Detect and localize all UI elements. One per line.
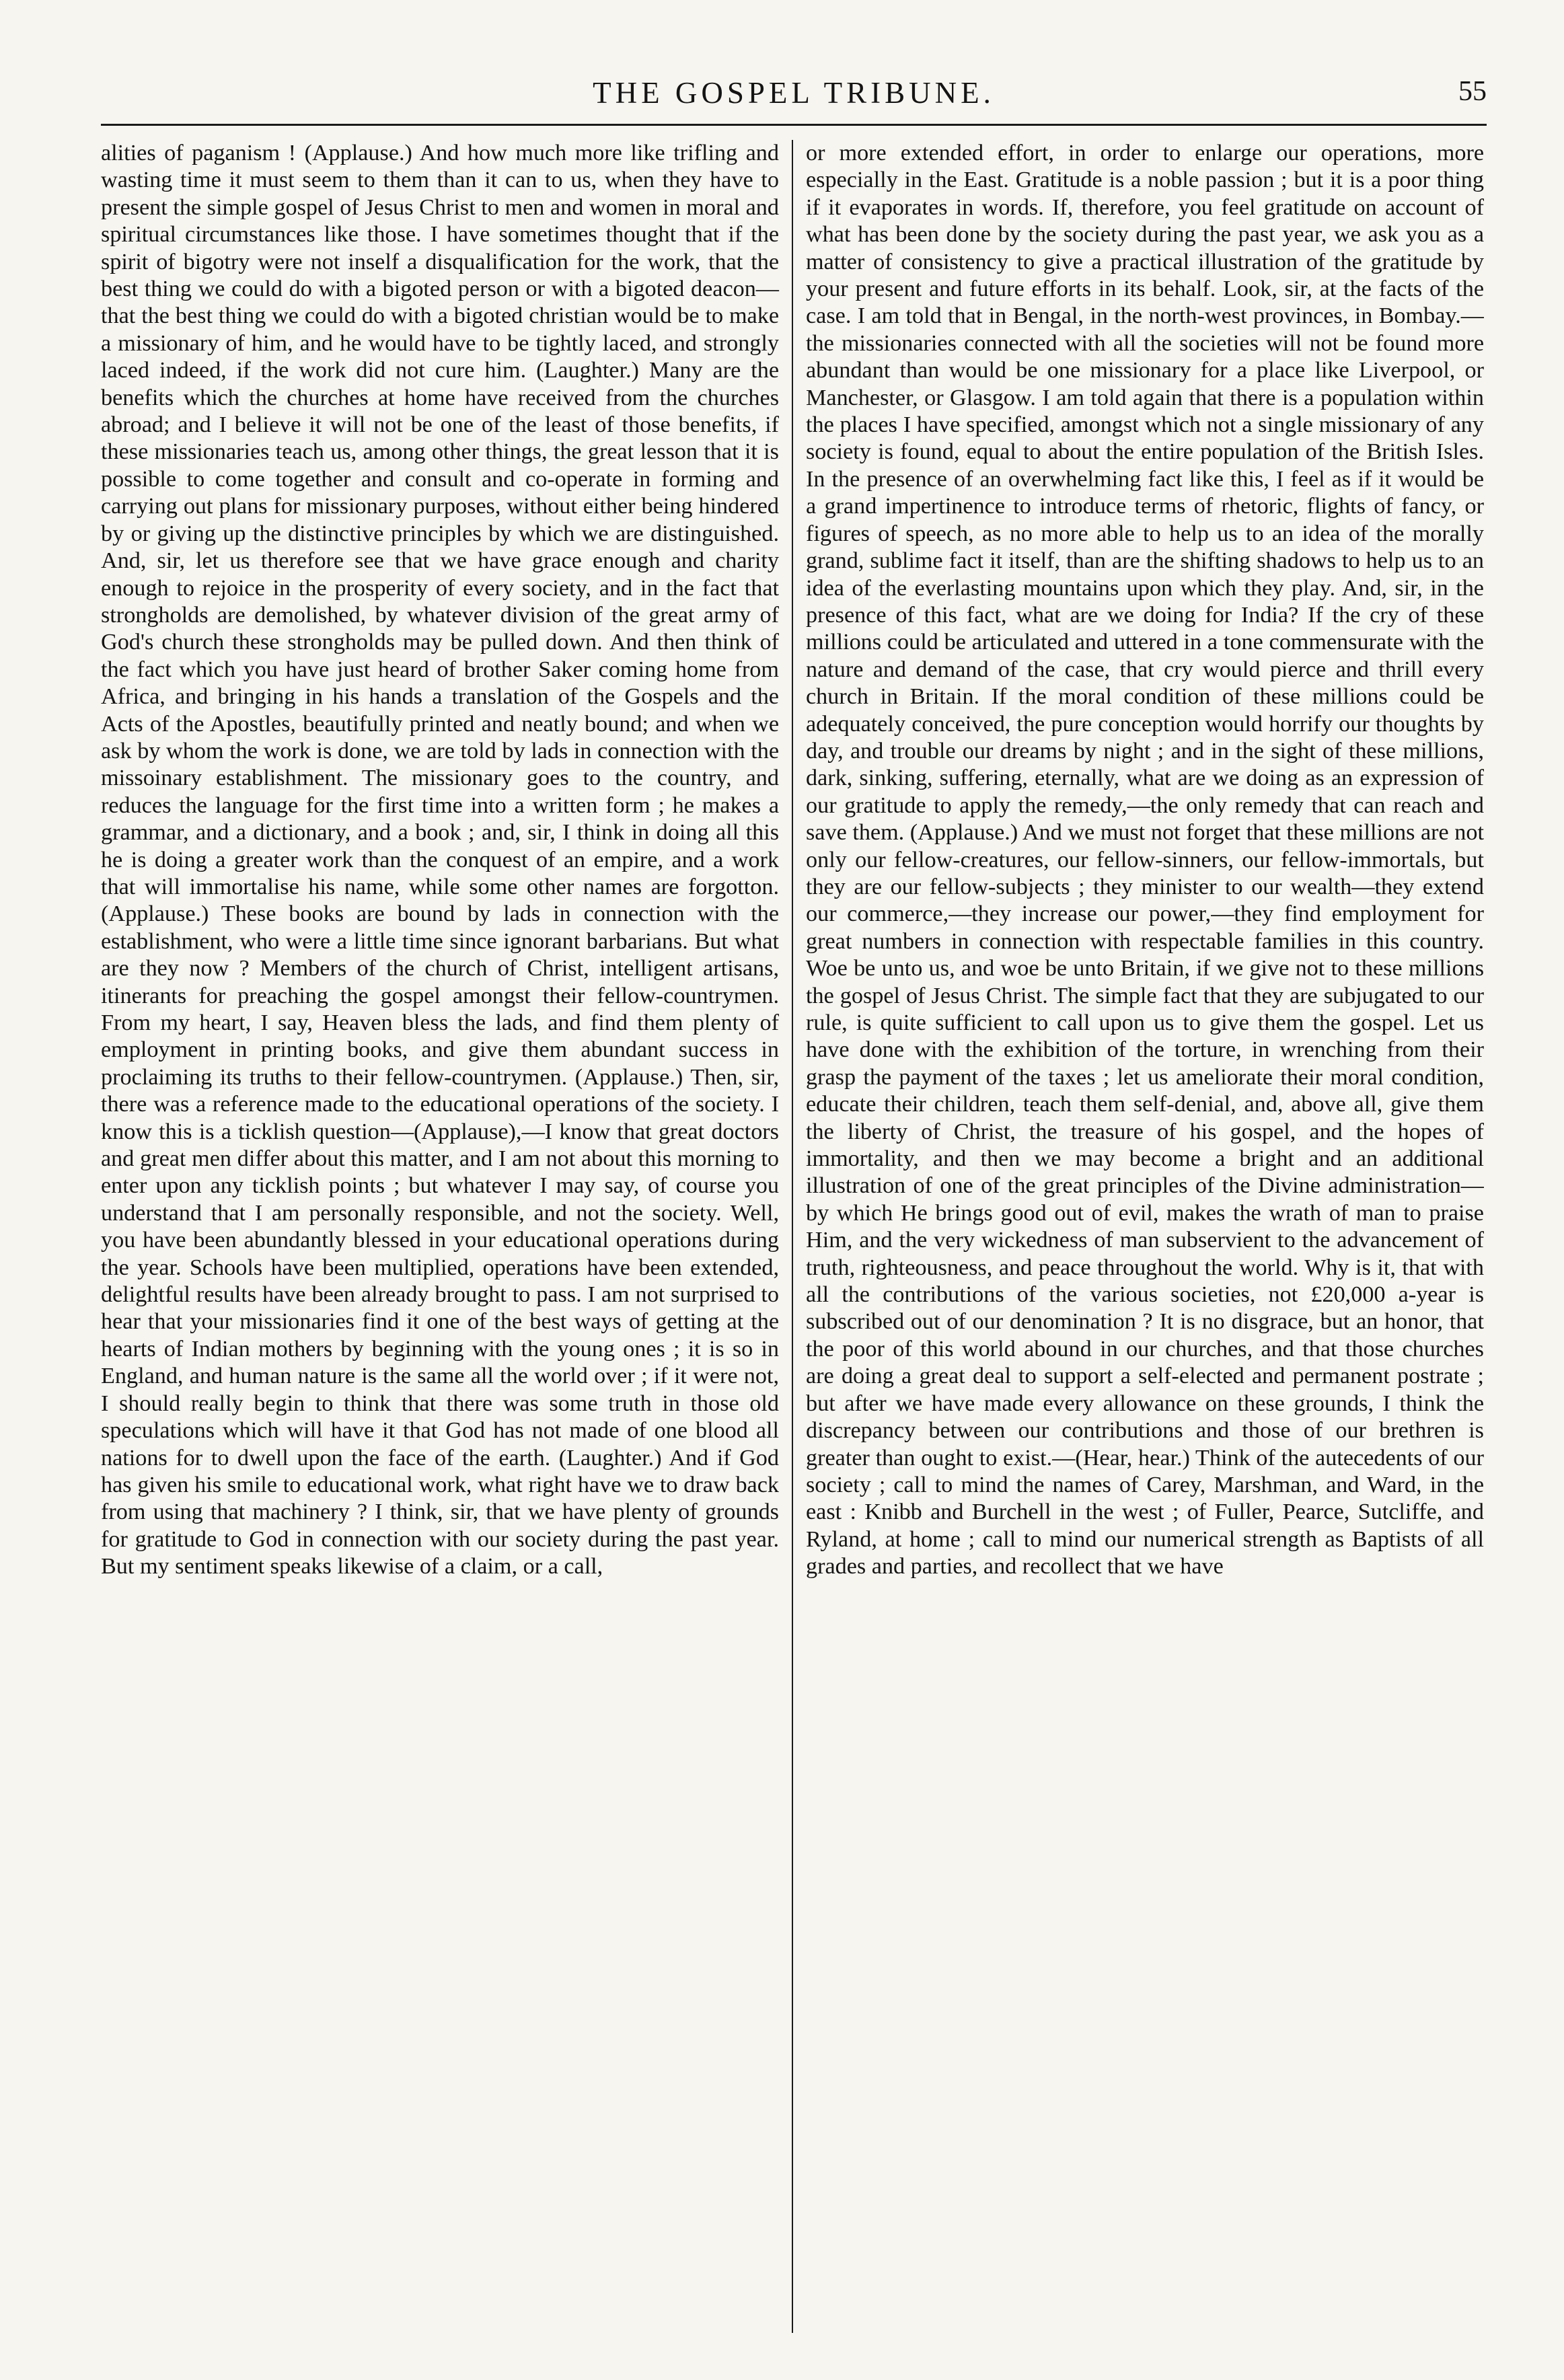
page-number: 55 [1458,76,1487,107]
header-rule [101,124,1487,126]
publication-title: THE GOSPEL TRIBUNE. [593,76,995,110]
column-divider [792,140,793,2333]
right-column [796,140,1484,2333]
left-column [101,140,788,2333]
page-header [101,67,1487,116]
newspaper-page [101,67,1487,2341]
article-columns [101,140,1487,2333]
left-column-text: alities of paganism ! (Applause.) And how much more like trifling and wasting time it must seem to them than it can to us, when they have to present the simple gospel of Jesus Christ to men and women in moral and spiritual circumstances like those. I have sometimes thought that if the spirit of bigotry were not inself a disqualification for the work, that the best thing we could do with a bigoted person or with a bigoted deacon—that the best thing we could do with a bigoted christian would be to make a missionary of him, and he would have to be tightly laced, and strongly laced indeed, if the work did not cure him. (Laughter.) Many are the benefits which the churches at home have received from the churches abroad; and I believe it will not be one of the least of those benefits, if these missionaries teach us, among other things, the great lesson that it is possible to come together and consult and co-operate in forming and carrying out plans for missionary purposes, without either being hindered by or giving up the distinctive principles by which we are distinguished. And, sir, let us therefore see that we have grace enough and charity enough to rejoice in the prosperity of every society, and in the fact that strongholds are demolished, by whatever division of the great army of God's church these strongholds may be pulled down. And then think of the fact which you have just heard of brother Saker coming home from Africa, and bringing in his hands a translation of the Gospels and the Acts of the Apostles, beautifully printed and neatly bound; and when we ask by whom the work is done, we are told by lads in connection with the missoinary establishment. The missionary goes to the country, and reduces the language for the first time into a written form ; he makes a grammar, and a dictionary, and a book ; and, sir, I think in doing all this he is doing a greater work than the conquest of an empire, and a work that will immortalise his name, while some other names are forgotton. (Applause.) These books are bound by lads in connection with the establishment, who were a little time since ignorant barbarians. But what are they now ? Members of the church of Christ, intelligent artisans, itinerants for preaching the gospel amongst their fellow-countrymen. From my heart, I say, Heaven bless the lads, and find them plenty of employment in printing books, and give them abundant success in proclaiming its truths to their fellow-countrymen. (Applause.) Then, sir, there was a reference made to the educational operations of the society. I know this is a ticklish question—(Applause),—I know that great doctors and great men differ about this matter, and I am not about this morning to enter upon any ticklish points ; but whatever I may say, of course you understand that I am personally responsible, and not the society. Well, you have been abundantly blessed in your educational operations during the year. Schools have been multiplied, operations have been extended, delightful results have been already brought to pass. I am not surprised to hear that your missionaries find it one of the best ways of getting at the hearts of Indian mothers by beginning with the young ones ; it is so in England, and human nature is the same all the world over ; if it were not, I should really begin to think that there was some truth in those old speculations which will have it that God has not made of one blood all nations for to dwell upon the face of the earth. (Laughter.) And if God has given his smile to educational work, what right have we to draw back from using that machinery ? I think, sir, that we have plenty of grounds for gratitude to God in connection with our society during the past year. But my sentiment speaks likewise of a claim, or a call, [101,141,779,1579]
right-column-text: or more extended effort, in order to enlarge our operations, more especially in the East. Gratitude is a noble passion ; but it is a poor thing if it evaporates in words. If, therefore, you feel gratitude on account of what has been done by the society during the past year, we ask you as a matter of consistency to give a practical illustration of the gratitude by your present and future efforts in its behalf. Look, sir, at the facts of the case. I am told that in Bengal, in the north-west provinces, in Bombay.—the missionaries connected with all the societies will not be found more abundant than would be one missionary for a place like Liverpool, or Manchester, or Glasgow. I am told again that there is a population within the places I have specified, amongst which not a single missionary of any society is found, equal to about the entire population of the British Isles. In the presence of an overwhelming fact like this, I feel as if it would be a grand impertinence to introduce terms of rhetoric, flights of fancy, or figures of speech, as no more able to help us to an idea of the morally grand, sublime fact it itself, than are the shifting shadows to help us to an idea of the everlasting mountains upon which they play. And, sir, in the presence of this fact, what are we doing for India? If the cry of these millions could be articulated and uttered in a tone commensurate with the nature and demand of the case, that cry would pierce and thrill every church in Britain. If the moral condition of these millions could be adequately conceived, the pure conception would horrify our thoughts by day, and trouble our dreams by night ; and in the sight of these millions, dark, sinking, suffering, eternally, what are we doing as an expression of our gratitude to apply the remedy,—the only remedy that can reach and save them. (Applause.) And we must not forget that these millions are not only our fellow-creatures, our fellow-sinners, our fellow-immortals, but they are our fellow-subjects ; they minister to our wealth—they extend our commerce,—they increase our power,—they find employment for great numbers in connection with respectable families in this country. Woe be unto us, and woe be unto Britain, if we give not to these millions the gospel of Jesus Christ. The simple fact that they are subjugated to our rule, is quite sufficient to call upon us to give them the gospel. Let us have done with the exhibition of the torture, in wrenching from their grasp the payment of the taxes ; let us ameliorate their moral condition, educate their children, teach them self-denial, and, above all, give them the liberty of Christ, the treasure of his gospel, and the hopes of immortality, and then we may become a bright and an additional illustration of one of the great principles of the Divine administration—by which He brings good out of evil, makes the wrath of man to praise Him, and the very wickedness of man subservient to the advancement of truth, righteousness, and peace throughout the world. Why is it, that with all the contributions of the various societies, not £20,000 a-year is subscribed out of our denomination ? It is no disgrace, but an honor, that the poor of this world abound in our churches, and that those churches are doing a great deal to support a self-elected and permanent postrate ; but after we have made every allowance on these grounds, I think the discrepancy between our contributions and those of our brethren is greater than ought to exist.—(Hear, hear.) Think of the autecedents of our society ; call to mind the names of Carey, Marshman, and Ward, in the east : Knibb and Burchell in the west ; of Fuller, Pearce, Sutcliffe, and Ryland, at home ; call to mind our numerical strength as Baptists of all grades and parties, and recollect that we have [806,141,1484,1579]
